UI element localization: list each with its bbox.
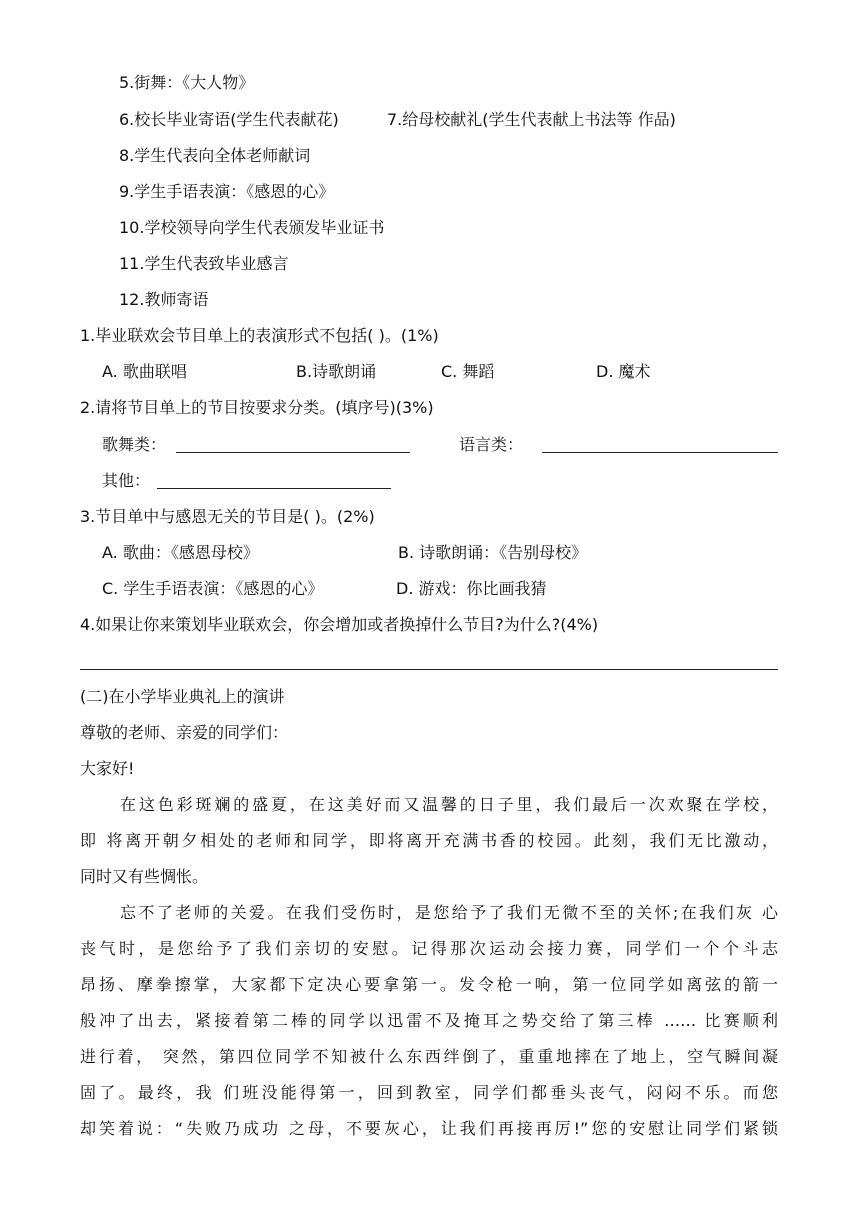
question-3-option-b: B. 诗歌朗诵：《告别母校》 [398,543,588,562]
speech-greeting: 大家好! [80,759,135,778]
program-item-6: 6.校长毕业寄语(学生代表献花) [119,110,339,129]
question-3-option-c: C. 学生手语表演：《感恩的心》 [102,579,324,598]
question-4-answer-line[interactable] [80,669,778,670]
speech-p2-line-1: 忘不了老师的关爱。在我们受伤时，是您给予了我们无微不至的关怀;在我们灰 心 [120,903,778,922]
question-3-stem: 3.节目单中与感恩无关的节目是( )。(2%) [80,507,375,526]
program-item-7: 7.给母校献礼(学生代表献上书法等 作品) [387,110,676,129]
program-item-11: 11.学生代表致毕业感言 [119,254,289,273]
speech-p2-line-4: 般冲了出去，紧接着第二棒的同学以迅雷不及掩耳之势交给了第三棒 …… 比赛顺利 [80,1011,778,1030]
program-item-10: 10.学校领导向学生代表颁发毕业证书 [119,218,385,237]
question-1-option-a: A. 歌曲联唱 [102,362,187,381]
other-category-answer-line[interactable] [157,470,391,489]
speech-p2-line-6: 固了。最终，我 们班没能得第一，回到教室，同学们都垂头丧气，闷闷不乐。而您 [80,1083,778,1102]
question-3-option-a: A. 歌曲：《感恩母校》 [102,543,259,562]
program-item-8: 8.学生代表向全体老师献词 [119,146,311,165]
speech-p2-line-3: 昂扬、摩拳擦掌，大家都下定决心要拿第一。发令枪一响，第一位同学如离弦的箭一 [80,975,778,994]
program-item-12: 12.教师寄语 [119,290,209,309]
speech-salutation: 尊敬的老师、亲爱的同学们： [80,723,289,742]
question-1-stem: 1.毕业联欢会节目单上的表演形式不包括( )。(1%) [80,326,439,345]
speech-p2-line-5: 进行着， 突然，第四位同学不知被什么东西绊倒了，重重地摔在了地上，空气瞬间凝 [80,1047,778,1066]
program-item-5: 5.街舞：《大人物》 [119,73,255,92]
question-1-option-b: B.诗歌朗诵 [296,362,377,381]
speech-p1-line-2: 即 将离开朝夕相处的老师和同学，即将离开充满书香的校园。此刻，我们无比激动， [80,831,778,850]
dance-category-answer-line[interactable] [176,434,410,453]
question-3-option-d: D. 游戏：你比画我猜 [396,579,547,598]
other-category-label: 其他： [102,471,151,490]
speech-p1-line-1: 在这色彩斑斓的盛夏，在这美好而又温馨的日子里，我们最后一次欢聚在学校， [120,795,778,814]
speech-p2-line-7: 却笑着说：“失败乃成功 之母，不要灰心，让我们再接再厉!”您的安慰让同学们紧锁 [80,1119,778,1138]
question-2-stem: 2.请将节目单上的节目按要求分类。(填序号)(3%) [80,398,434,417]
dance-category-label: 歌舞类： [102,435,167,454]
program-item-9: 9.学生手语表演：《感恩的心》 [119,182,335,201]
language-category-label: 语言类： [459,435,524,454]
question-4-stem: 4.如果让你来策划毕业联欢会，你会增加或者换掉什么节目?为什么?(4%) [80,615,599,634]
speech-p2-line-2: 丧气时，是您给予了我们亲切的安慰。记得那次运动会接力赛，同学们一个个斗志 [80,939,778,958]
question-1-option-d: D. 魔术 [596,362,651,381]
language-category-answer-line[interactable] [542,434,778,453]
speech-heading: (二)在小学毕业典礼上的演讲 [80,687,285,706]
question-1-option-c: C. 舞蹈 [441,362,495,381]
speech-p1-line-3: 同时又有些惆怅。 [80,867,209,886]
